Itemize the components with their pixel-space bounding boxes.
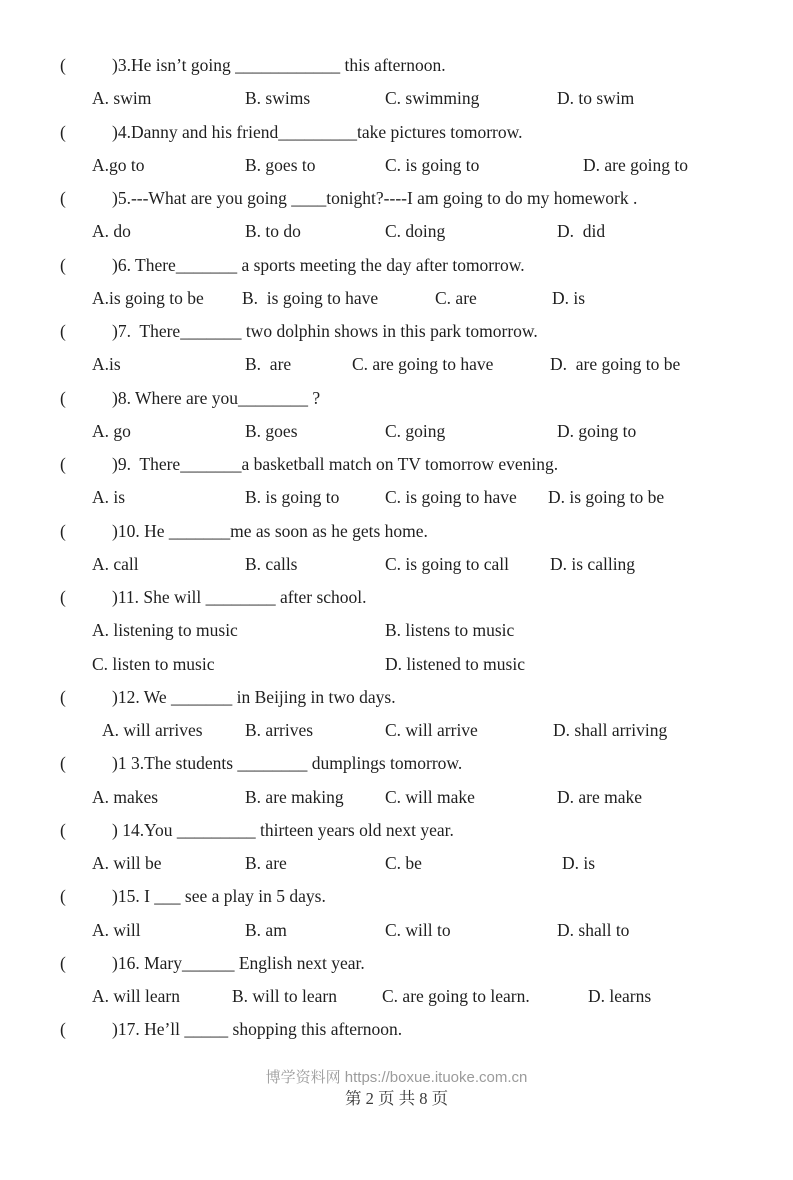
option-d: D. going to [557, 420, 637, 441]
answer-bracket: ( [60, 188, 66, 208]
watermark-text: 博学资料网 https://boxue.ituoke.com.cn [265, 1069, 528, 1086]
option-c: C. doing [385, 221, 446, 242]
page-indicator: 第 2 页 共 8 页 [344, 1089, 449, 1108]
option-c: C. is going to have [385, 487, 517, 508]
question-9-options [0, 481, 793, 514]
question-text: )10. He _______me as soon as he gets home. [112, 520, 428, 541]
option-a: A. is [92, 487, 126, 508]
option-b: B. goes [245, 420, 298, 441]
answer-bracket: ( [60, 454, 66, 474]
question-11-options-row-1 [0, 614, 793, 647]
question-11-options-row-2 [0, 648, 793, 681]
option-a: A.is [92, 354, 121, 375]
answer-bracket: ( [60, 952, 66, 973]
option-a: A.go to [92, 154, 145, 175]
option-a: A. makes [92, 786, 159, 807]
question-text: ) 14.You _________ thirteen years old next year. [112, 819, 454, 840]
option-b: B. will to learn [232, 986, 337, 1006]
option-b: B. are [245, 354, 292, 375]
answer-bracket: ( [60, 819, 66, 840]
question-6-options [0, 282, 793, 315]
option-b: B. are [245, 853, 287, 873]
answer-bracket: ( [60, 520, 66, 541]
question-8-options [0, 415, 793, 448]
question-16 [0, 947, 793, 980]
option-c: C. are [435, 287, 477, 308]
question-text: )11. She will ________ after school. [112, 587, 367, 607]
question-text: )15. I ___ see a play in 5 days. [112, 886, 326, 907]
question-12-options [0, 714, 793, 747]
option-d: D. is calling [550, 553, 636, 574]
answer-bracket: ( [60, 1019, 66, 1040]
option-a: A. listening to music [92, 620, 238, 641]
option-c: C. be [385, 853, 422, 873]
question-5 [0, 182, 793, 215]
option-d: D. is going to be [548, 487, 665, 508]
option-d: D. listened to music [385, 653, 525, 674]
question-7-options [0, 348, 793, 381]
question-17 [0, 1013, 793, 1046]
option-c: C. are going to have [352, 354, 494, 375]
option-c: C. is going to [385, 154, 480, 175]
answer-bracket: ( [60, 55, 66, 75]
option-c: C. will make [385, 786, 475, 807]
question-7 [0, 315, 793, 348]
answer-bracket: ( [60, 254, 66, 275]
question-list [0, 49, 793, 1047]
question-9 [0, 448, 793, 481]
question-13-options [0, 781, 793, 814]
option-c: C. will arrive [385, 720, 478, 740]
option-c: C. swimming [385, 88, 480, 109]
option-b: B. are making [245, 786, 344, 807]
option-d: D. to swim [557, 88, 635, 109]
option-b: B. goes to [245, 154, 316, 175]
option-d: D. is [552, 287, 586, 308]
option-b: B. swims [245, 88, 311, 109]
question-text: )4.Danny and his friend_________take pictures tomorrow. [112, 121, 523, 142]
question-5-options [0, 215, 793, 248]
question-3 [0, 49, 793, 82]
question-4 [0, 116, 793, 149]
question-text: )1 3.The students ________ dumplings tomorrow. [112, 753, 463, 774]
option-b: B. arrives [245, 720, 314, 740]
option-b: B. is going to [245, 487, 340, 508]
question-text: )12. We _______ in Beijing in two days. [112, 686, 396, 707]
option-a: A.is going to be [92, 287, 204, 308]
option-a: A. will learn [92, 986, 180, 1006]
answer-bracket: ( [60, 886, 66, 907]
question-10-options [0, 548, 793, 581]
answer-bracket: ( [60, 321, 66, 341]
option-a: A. will [92, 919, 141, 940]
option-d: D. are make [557, 786, 643, 807]
option-d: D. are going to [583, 154, 688, 175]
question-16-options [0, 980, 793, 1013]
question-13 [0, 747, 793, 780]
question-14 [0, 814, 793, 847]
answer-bracket: ( [60, 387, 66, 408]
answer-bracket: ( [60, 587, 66, 607]
question-3-options [0, 82, 793, 115]
question-12 [0, 681, 793, 714]
option-a: A. will arrives [102, 720, 203, 740]
question-text: )3.He isn’t going ____________ this afternoon. [112, 55, 446, 75]
option-c: C. is going to call [385, 553, 509, 574]
option-a: A. do [92, 221, 131, 242]
question-text: )17. He’ll _____ shopping this afternoon. [112, 1019, 403, 1040]
answer-bracket: ( [60, 753, 66, 774]
option-b: B. listens to music [385, 620, 515, 641]
option-d: D. are going to be [550, 354, 681, 375]
option-c: C. going [385, 420, 446, 441]
question-text: )8. Where are you________ ? [112, 387, 321, 408]
option-d: D. shall to [557, 919, 630, 940]
question-text: )5.---What are you going ____tonight?----I am going to do my homework . [112, 188, 638, 208]
option-a: A. call [92, 553, 139, 574]
question-8 [0, 382, 793, 415]
option-d: D. did [557, 221, 606, 242]
option-a: A. go [92, 420, 131, 441]
question-text: )7. There_______ two dolphin shows in this park tomorrow. [112, 321, 538, 341]
question-14-options [0, 847, 793, 880]
answer-bracket: ( [60, 121, 66, 142]
option-b: B. am [245, 919, 287, 940]
question-4-options [0, 149, 793, 182]
option-b: B. calls [245, 553, 298, 574]
option-c: C. are going to learn. [382, 986, 530, 1006]
option-b: B. to do [245, 221, 301, 242]
option-a: A. swim [92, 88, 152, 109]
option-c: C. listen to music [92, 653, 215, 674]
question-text: )9. There_______a basketball match on TV tomorrow evening. [112, 454, 559, 474]
option-b: B. is going to have [242, 287, 379, 308]
option-d: D. learns [588, 986, 652, 1006]
question-10 [0, 515, 793, 548]
question-15-options [0, 914, 793, 947]
option-c: C. will to [385, 919, 451, 940]
option-a: A. will be [92, 853, 162, 873]
question-6 [0, 249, 793, 282]
question-11 [0, 581, 793, 614]
option-d: D. shall arriving [553, 720, 668, 740]
answer-bracket: ( [60, 686, 66, 707]
question-text: )6. There_______ a sports meeting the day after tomorrow. [112, 254, 525, 275]
question-text: )16. Mary______ English next year. [112, 952, 365, 973]
option-d: D. is [562, 853, 596, 873]
question-15 [0, 880, 793, 913]
